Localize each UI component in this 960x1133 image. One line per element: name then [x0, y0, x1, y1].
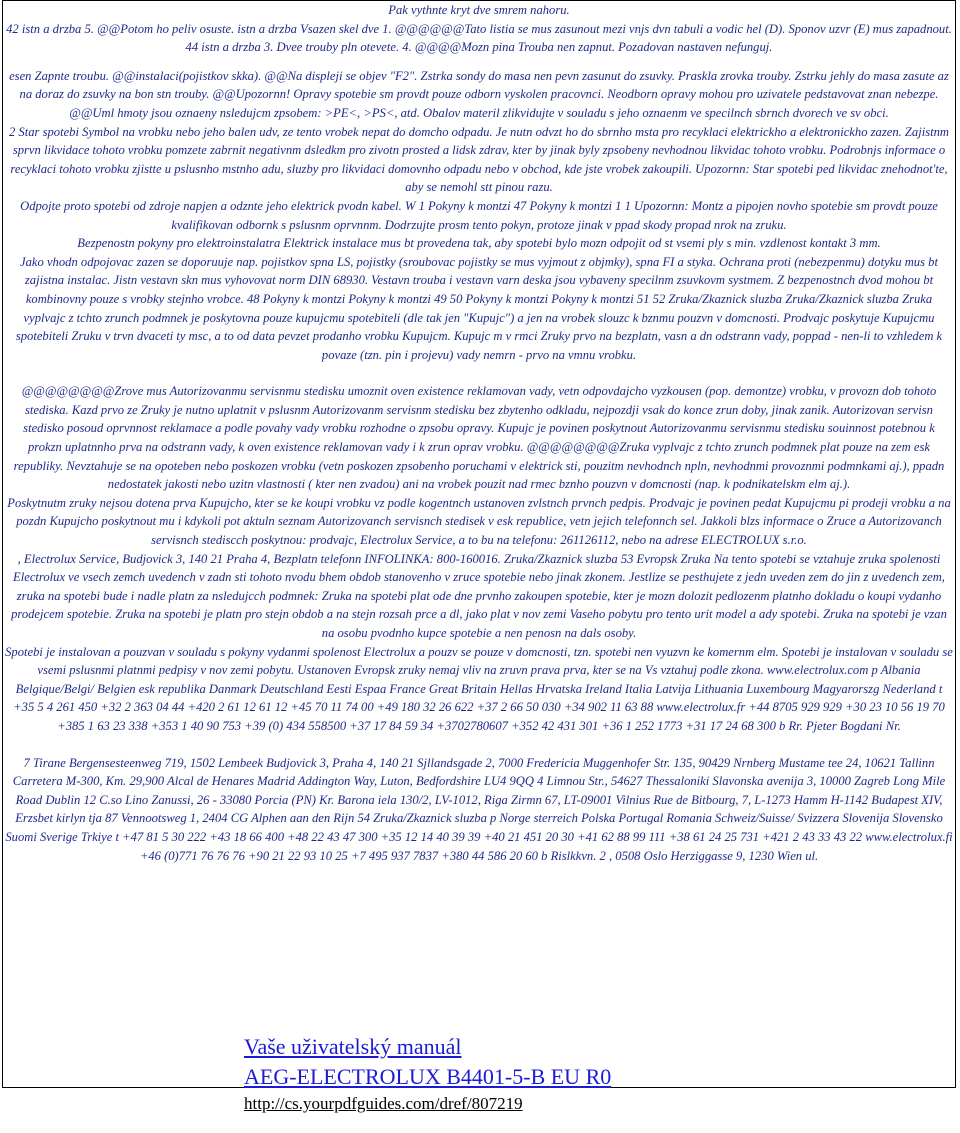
paragraph-troubleshooting: esen Zapnte troubu. @@instalaci(pojistkov skka). @@Na displeji se objev "F2". Zstrka sondy do masa nen pevn zasunut do zsuvky. Praskla zrovka trouby. Zstrku jehly do masa zasute az na doraz do zsuvky na bon stn trouby. @@Upozornn! Opravy spotebie sm provdt pouze odborn vyskolen pracovnci. Neodborn opravy mohou pro uzivatele pedstavovat znan nebezpe. @@Uml hmoty jsou oznaeny nsledujcm zpsobem: >PE<, >PS<, atd. Obalov materil zlikvidujte v souladu s jeho oznaenm ve specilnch sbrnch dvorech ve sv obci. — [9, 68, 949, 120]
paragraph-european-warranty: , Electrolux Service, Budjovick 3, 140 21 Praha 4, Bezplatn telefonn INFOLINKA: 800-160016. Zruka/Zkaznick sluzba 53 Evropsk Zruka Na tento spotebi se vztahuje zruka spolenosti Electrolux ve vsech zemch uvedench v zadn sti tohoto nvodu bhem obdob stanovenho v zruce spotebie nebo jinak zkonem. Jestlize se pesthujete z jedn uveden zem do jin z uvedench zem, zruka na spotebi bude i nadle platn za nsledujcch podmnek: Zruka na spotebi plat ode dne prvnho zakoupen spotebie, kter je mozn dolozit pedlozenm platnho dokladu o koupi vydanho prodejcem spotebie. Zruka na spotebi je platn pro stejn obdob a na stejn rozsah prce a dl, jako plat v nov zemi Vaseho pobytu pro tento urit model a ady spotebi. Zruka na spotebi je vzan na osobu pvodnho kupce spotebie a nen penosn na dals osoby. — [11, 551, 947, 640]
paragraph-addresses: 7 Tirane Bergensesteenweg 719, 1502 Lembeek Budjovick 3, Praha 4, 140 21 Sjllandsgade 2, 7000 Fredericia Muggenhofer Str. 135, 90429 Nrnberg Mustame tee 24, 10621 Tallinn Carretera M-300, Km. 29,900 Alcal de Henares Madrid Addington Way, Luton, Bedfordshire LU4 9QQ 4 Limnou Str., 54627 Thessaloniki Slavonska avenija 3, 10000 Zagreb Long Mile Road Dublin 12 C.so Lino Zanussi, 26 - 33080 Porcia (PN) Kr. Barona iela 130/2, LV-1012, Riga Zirmn 67, LT-09001 Vilnius Rue de Bitbourg, 7, L-1273 Hamm H-1142 Budapest XIV, Erzsbet kirlyn tja 87 Vennootsweg 1, 2404 CG Alphen aan den Rijn 54 Zruka/Zkaznick sluzba p Norge sterreich Polska Portugal Romania Schweiz/Suisse/ Svizzera Slovenija Slovensko Suomi Sverige Trkiye t +47 81 5 30 222 +43 18 66 400 +48 22 43 47 300 +35 12 14 40 39 39 +40 21 451 20 30 +41 62 88 99 111 +38 61 24 25 731 +421 2 43 33 43 22 www.electrolux.fi +46 (0)771 76 76 76 +90 21 22 93 10 25 +7 495 937 7837 +380 44 586 20 60 b Rislkkvn. 2 , 0508 Oslo Herziggasse 9, 1230 Wien ul. — [5, 755, 953, 863]
paragraph-warranty: Jako vhodn odpojovac zazen se doporuuje nap. pojistkov spna LS, pojistky (sroubovac pojistky se mus vyjmout z objmky), spna FI a styka. Ochrana proti (nebezpenmu) dotyku mus bt zajistna instalac. Jistn vestavn skn mus vyhovovat norm DIN 68930. Vestavn trouba i vestavn varn deska jsou vybaveny specilnm zsuvkovm systmem. Z bezpenostnch dvod mohou bt kombinovny pouze s vrobky stejnho vrobce. 48 Pokyny k montzi Pokyny k montzi 49 50 Pokyny k montzi Pokyny k montzi 51 52 Zruka/Zkaznick sluzba Zruka/Zkaznick sluzba Zruka vyplvajc z tchto zrunch podmnek je poskytovna pouze kupujcmu spotebiteli (dle tak jen "Kupujc") a jen na vrobek slouzc k bznmu pouzvn v domcnosti. Prodvajc poskytuje Kupujcmu spotebiteli Zruku v trvn dvaceti ty msc, a to od data pevzet prodanho vrobku Kupujcm. Kupujc m v rmci Zruky prvo na bezplatn, vasn a dn odstrann vady, poppad - nen-li to vzhledem k povaze (tzn. pin i projevu) vady nemrn - prvo na vmnu vrobku. — [15, 254, 943, 362]
paragraph-rights: Poskytnutm zruky nejsou dotena prva Kupujcho, kter se ke koupi vrobku vz podle kogentnch ustanoven zvlstnch prvnch pedpis. Prodvajc je povinen pedat Kupujcmu pi prodeji vrobku a na pozdn Kupujcho poskytnout mu i kdykoli pot aktuln seznam Autorizovanch servisnch stedisek v esk republice, vetn jejich telefonnch sel. Jakkoli blzs informace o Zruce a Autorizovanch servisnch stediscch poskytnou: prodvajc, Electrolux Service, a to bu na telefonu: 261126112, nebo na adrese ELECTROLUX s.r.o. — [7, 495, 951, 548]
document-body — [3, 1, 955, 865]
url-link[interactable]: http://cs.yourpdfguides.com/dref/807219 — [244, 1094, 523, 1113]
paragraph-safety: Bezpenostn pokyny pro elektroinstalatra Elektrick instalace mus bt provedena tak, aby spotebi bylo mozn odpojit od st vsemi ply s min. vzdlenost kontakt 3 mm. — [77, 236, 881, 251]
paragraph-contacts: Spotebi je instalovan a pouzvan v souladu s pokyny vydanmi spolenost Electrolux a pouzv se pouze v domcnosti, tzn. spotebi nen vyuzvn ke komernm elm. Spotebi je instalovan v souladu se vsemi pslusnmi platnmi pedpisy v nov zemi pobytu. Ustanoven Evropsk zruky nemaj vliv na zruvn prava prva, kter se na Vs vztahuj podle zkona. www.electrolux.com p Albania Belgique/Belgi/ Belgien esk republika Danmark Deutschland Eesti Espaa France Great Britain Hellas Hrvatska Ireland Italia Latvija Lithuania Luxembourg Magyarorszg Nederland t +35 5 4 261 450 +32 2 363 04 44 +420 2 61 12 61 12 +45 70 11 74 00 +49 180 32 26 622 +37 2 66 50 030 +34 902 11 63 88 www.electrolux.fr +44 8705 929 929 +30 23 10 56 19 70 +385 1 63 23 338 +353 1 40 90 753 +39 (0) 434 558500 +37 17 84 59 34 +3702780607 +352 42 431 301 +36 1 252 1773 +31 17 24 68 300 b Rr. Pjeter Bogdani Nr. — [5, 644, 953, 733]
paragraph-installation: Odpojte proto spotebi od zdroje napjen a odznte jeho elektrick pvodn kabel. W 1 Pokyny k montzi 47 Pokyny k montzi 1 1 Upozornn: Montz a pipojen novho spotebie sm provdt pouze kvalifikovan odbornk s pslusnm oprvnnm. Dodrzujte prosm tento pokyn, protoze jinak v ppad skody propad nrok na zruku. — [20, 198, 938, 232]
model-link[interactable]: AEG-ELECTROLUX B4401-5-B EU R0 — [244, 1064, 612, 1089]
document-frame — [2, 0, 956, 1088]
paragraph-intro: Pak vythnte kryt dve smrem nahoru. — [388, 3, 570, 17]
manual-link[interactable]: Vaše uživatelský manuál — [244, 1034, 462, 1059]
paragraph-service: @@@@@@@@Zrove mus Autorizovanmu servisnmu stedisku umoznit oven existence reklamovan vady, vetn odpovdajcho vyzkousen (pop. demontze) vrobku, v provozn dob tohoto stediska. Kazd prvo ze Zruky je nutno uplatnit v pslusnm Autorizovanm servisnm stedisku bez zbytenho odkladu, nejpozdji vsak do konce zrun doby, jinak zanik. Autorizovan servisn stedisko posoud oprvnnost reklamace a podle povahy vady vrobku rozhodne o zpsobu opravy. Kupujc je povinen poskytnout Autorizovanmu servisnmu stedisku souinnost potebnou k prokzn uplatnnho prva na odstrann vady, k oven existence reklamovan vady i k zrun oprav vrobku. @@@@@@@@Zruka vyplvajc z tchto zrunch podmnek plat pouze na zem esk republiky. Nevztahuje se na opoteben nebo poskozen vrobku (vetn poskozen zpsobenho poruchami v elektrick sti, pouzitm nevhodnch npln, nevhodnmi provoznmi podmnkami aj.), ppadn nedostatek jakosti nebo uzitn vlastnosti ( kter nen zvadou) ani na vrobek pouzit nad rmec bznho pouzvn v domcnosti (nap. k podnikatelskm elm aj.). — [13, 384, 945, 492]
paragraph-disposal: 2 Star spotebi Symbol na vrobku nebo jeho balen udv, ze tento vrobek nepat do domcho odpadu. Je nutn odvzt ho do sbrnho msta pro recyklaci elektrickho a elektronickho zazen. Zajistnm sprvn likvidace tohoto vrobku pomzete zabrnit negativnm dsledkm pro zivotn prosted a lidsk zdrav, kter by jinak byly zpsobeny nevhodnou likvidac tohoto vrobku. Podrobnjs informace o recyklaci tohoto vrobku zjistte u pslusnho mstnho adu, sluzby pro likvidaci domovnho odpadu nebo v obchod, kde jste vrobek zakoupili. Upozornn: Star spotebi ped likvidac znehodnot'te, aby se nemohl stt pinou razu. — [8, 124, 950, 195]
paragraph-cleaning: 42 istn a drzba 5. @@Potom ho peliv osuste. istn a drzba Vsazen skel dve 1. @@@@@@Tato listia se mus zasunout mezi vnjs dvn tabuli a vodic hel (D). Sponov uzvr (E) mus zapadnout. 44 istn a drzba 3. Dvee trouby pln otevete. 4. @@@@Mozn pina Trouba nen zapnut. Pozadovan nastaven nefunguj. — [6, 21, 952, 55]
footer-links — [244, 1032, 611, 1116]
